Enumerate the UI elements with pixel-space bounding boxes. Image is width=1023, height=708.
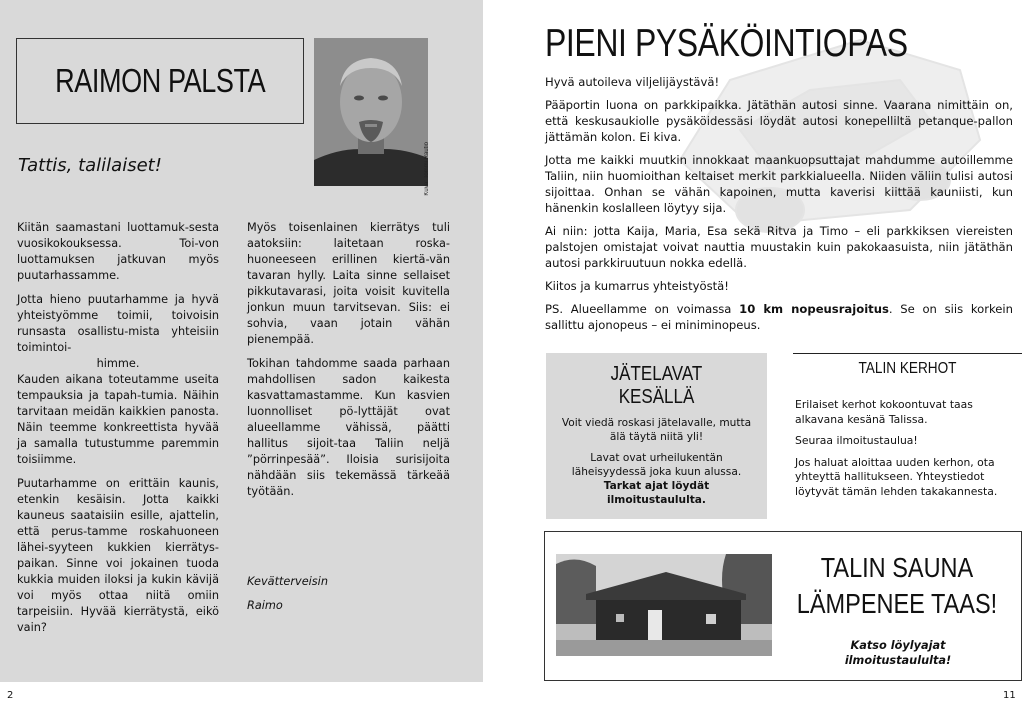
column-title-box (16, 38, 304, 124)
column-text-1 (17, 220, 219, 644)
parking-article-body (545, 74, 1013, 340)
ps-text-end: . Se on siis korkein sallittu ajonopeus – ei miniminopeus. (545, 302, 1014, 332)
waste-text: Lavat ovat urheilukentän läheisyydessä joka kuun alussa. (571, 452, 742, 478)
photo-credit: Kuva: Tommi Rautio (424, 142, 430, 196)
paragraph: Jos haluat aloittaa uuden kerhon, ota yhteyttä hallitukseen. Yhteystiedot löytyvät tämän lehden takakannesta. (795, 455, 998, 498)
clubs-body (795, 398, 1005, 506)
paragraph: Myös toisenlainen kierrätys tuli aatoksiin: laitetaan roska-huoneeseen erillinen kiertä-vän tavaran hylly. Laita sinne sellaiset pikkutavarasi, joita voisit kuvitella jonkun muun tarvitsevan. Siis: ei sohvia, vaan jotain vähän pienempää. (247, 221, 450, 346)
waste-box-title (563, 363, 751, 409)
column-text-2 (247, 220, 450, 508)
author-portrait (314, 38, 428, 186)
paragraph: Ai niin: jotta Kaija, Maria, Esa sekä Ritva ja Timo – eli parkkiksen viereisten palstojen omistajat voivat nauttia muustakin kuin pakokaasuista, niin jätäthän autosi parkkiruutuun nokka edellä. (545, 224, 1013, 270)
paragraph: Erilaiset kerhot kokoontuvat taas alkavana kesänä Talissa. (795, 398, 973, 426)
paragraph: Kiitos ja kumarrus yhteistyöstä! (545, 279, 729, 293)
paragraph: Seuraa ilmoitustaulua! (795, 434, 918, 447)
clubs-divider (793, 353, 1022, 354)
paragraph: Hyvä autoileva viljelijäystävä! (545, 75, 720, 89)
paragraph-end: himme. (96, 357, 140, 370)
waste-text-bold: Tarkat ajat löydät ilmoitustaululta. (603, 480, 710, 506)
greeting: Tattis, talilaiset! (18, 155, 162, 176)
author-signature: Raimo (247, 599, 283, 612)
closing-greeting: Kevätterveisin (247, 575, 328, 588)
paragraph: Kiitän saamastani luottamuk-sesta vuosikokouksessa. Toi-von luottamuksen jatkuvan myös puutarhassamme. (17, 221, 219, 282)
clubs-title: TALIN KERHOT (858, 360, 957, 377)
page-number-right: 11 (1003, 690, 1016, 701)
waste-container-box (546, 353, 767, 519)
sauna-photo (556, 554, 772, 656)
sauna-sub-line-2: ilmoitustaululta! (844, 654, 952, 667)
page-number-left: 2 (7, 690, 14, 701)
paragraph: Jotta hieno puutarhamme ja hyvä yhteistyömme toimii, toivoisin runsasta osallistu-mista yhteisiin toimintoi- (17, 293, 219, 354)
column-title: RAIMON PALSTA (54, 62, 266, 99)
paragraph: Kauden aikana toteutamme useita tempauksia ja tapah-tumia. Näihin tarvitaan meidän kaikkien panosta. Näin teemme konkreettista hyvää ja samalla tutustumme paremmin toisiimme. (17, 373, 219, 466)
sauna-subtitle (807, 638, 989, 668)
paragraph: Pääportin luona on parkkipaikka. Jätäthän autosi sinne. Vaarana nimittäin on, että keskusaukiolle pysäköidessäsi löydät autosi konepelliltä petanque-pallon jättämän kolon. Ei kiva. (545, 98, 1013, 144)
paragraph: Tokihan tahdomme saada parhaan mahdollisen sadon kaikesta kasvattamastamme. Kun kasvien luonnolliset pö-lyttäjät ovat alueellamme vähissä, päätti hallitus sijoit-taa Taliin neljä ”pörrinpesää”. Iloisia surisijoita nähdään siis tekemässä tärkeää työtään. (247, 357, 450, 498)
sauna-sub-line-1: Katso löylyajat (850, 639, 946, 652)
sauna-title-line-2: LÄMPENEE TAAS! (796, 588, 998, 619)
waste-title-line-2: KESÄLLÄ (618, 386, 695, 408)
article-title: PIENI PYSÄKÖINTIOPAS (545, 22, 908, 65)
paragraph: Puutarhamme on erittäin kaunis, etenkin kesäisin. Jotta kaikki kauneus saataisiin esille, ajattelin, että perus-tamme roskahuoneen lähei-syyteen kukkien kierrätys-paikan. Sinne voi jokainen tuoda kukkia muiden iloksi ja kukin kävijä voi myös ottaa niitä omiin tarpeisiin. Hyvää kierrätystä, eikö vain? (17, 477, 219, 634)
paragraph: Jotta me kaikki muutkin innokkaat maankuopsuttajat mahdumme autoillemme Taliin, niin huomioithan keltaiset merkit parkkialueella. Niiden väliin tulisi autosi sijoittaa. Onhan se vähän kapoinen, mutta kaverisi kiittää kauniisti, kun hänenkin koslalleen löytyy sija. (545, 153, 1013, 215)
sauna-announcement-box (544, 531, 1022, 681)
sauna-title (796, 550, 998, 622)
waste-title-line-1: JÄTELAVAT (610, 363, 703, 385)
waste-text: Voit viedä roskasi jätelavalle, mutta älä täytä niitä yli! (561, 417, 752, 443)
speed-limit: 10 km nopeusrajoitus (739, 302, 889, 316)
ps-text: PS. Alueellamme on voimassa (545, 302, 740, 316)
ps-paragraph (545, 301, 1013, 333)
sauna-title-line-1: TALIN SAUNA (820, 552, 974, 583)
